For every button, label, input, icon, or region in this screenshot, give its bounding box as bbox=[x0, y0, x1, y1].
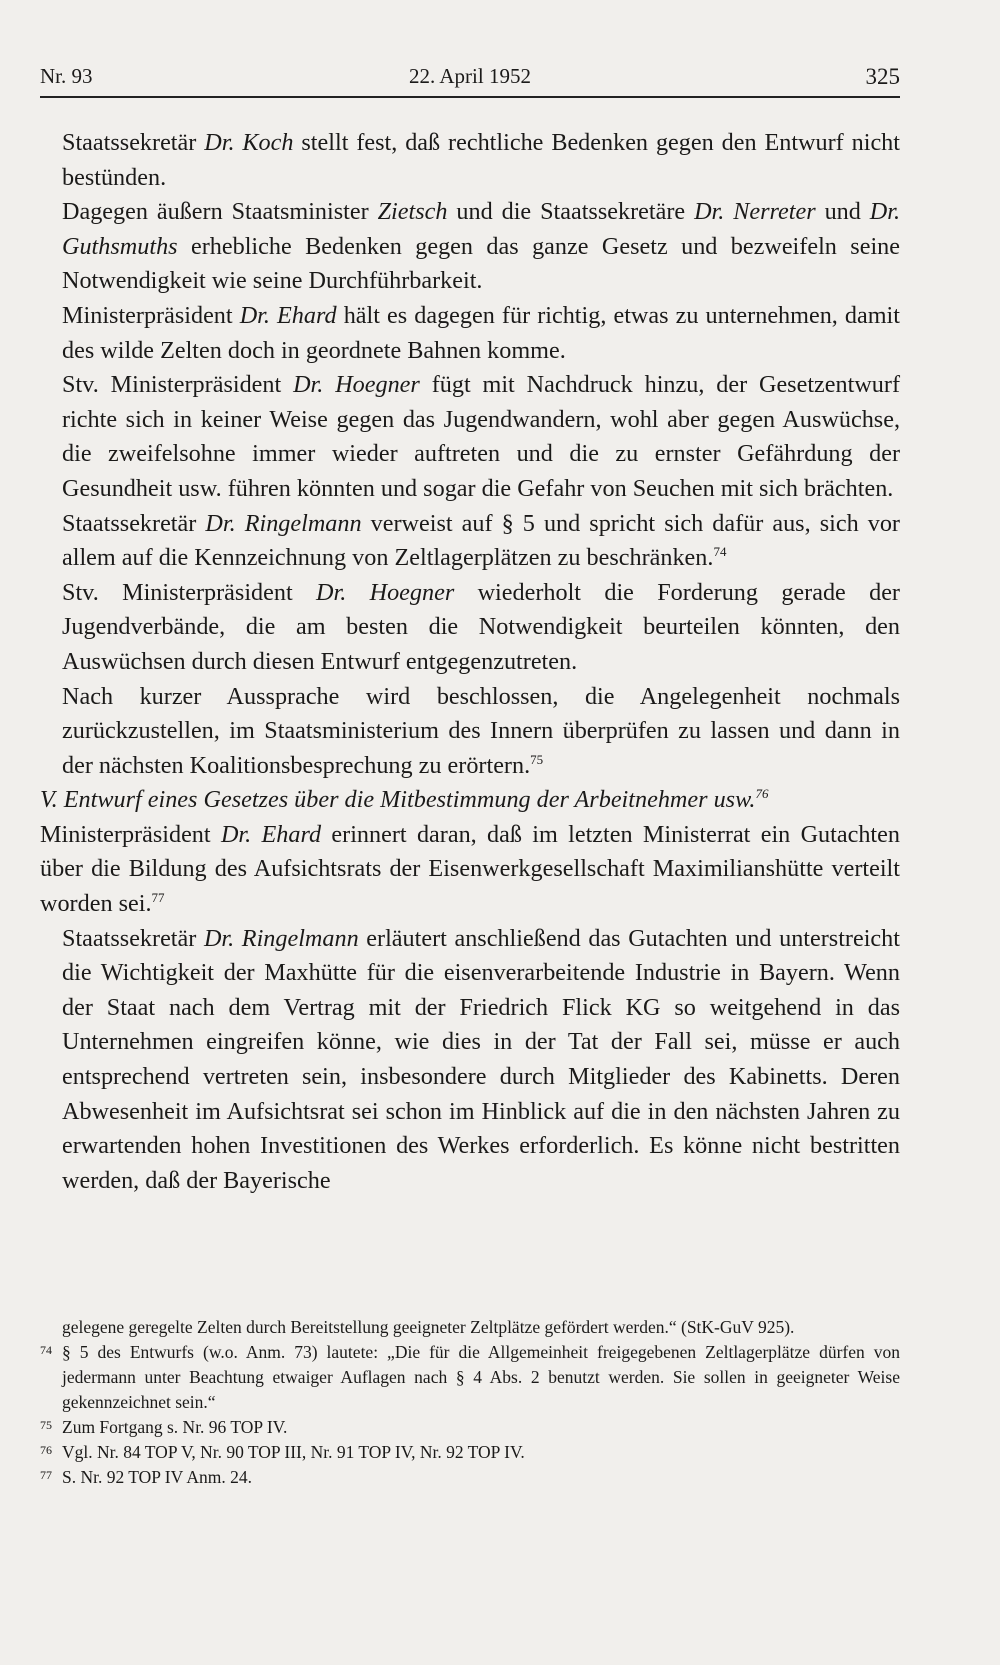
footnote-ref[interactable]: 75 bbox=[530, 751, 544, 767]
paragraph: Dagegen äußern Staatsminister Zietsch und die Staatssekretäre Dr. Nerreter und Dr. Guthsmuths erhebliche Bedenken gegen das ganze Gesetz und bezweifeln seine Notwendigkeit wie seine Durchführbarkeit. bbox=[62, 198, 901, 295]
paragraph: Nach kurzer Aussprache wird beschlossen, die Angelegenheit nochmals zurückzustellen, im Staatsministerium des Innern überprüfen zu lassen und dann in der nächsten Koalitionsbesprechung zu erörtern.$^{75}$ bbox=[62, 682, 900, 779]
document-number: Nr. 93 bbox=[40, 64, 93, 88]
page-number: 325 bbox=[865, 64, 900, 89]
footnote: 77 S. Nr. 92 TOP IV Anm. 24. bbox=[40, 1467, 252, 1487]
paragraph: Ministerpräsident Dr. Ehard hält es dagegen für richtig, etwas zu unternehmen, damit des wilde Zelten doch in geordnete Bahnen komme. bbox=[62, 301, 900, 364]
footnote-continuation: gelegene geregelte Zelten durch Bereitstellung geeigneter Zeltplätze gefördert werden.“ (StK-GuV 925). bbox=[62, 1317, 795, 1337]
footnotes bbox=[40, 1315, 900, 1490]
footnote-ref[interactable]: 76 bbox=[755, 786, 769, 802]
footnote-ref[interactable]: 77 bbox=[151, 890, 165, 905]
header-date: 22. April 1952 bbox=[409, 64, 531, 88]
paragraph: Ministerpräsident Dr. Ehard erinnert daran, daß im letzten Ministerrat ein Gutachten über die Bildung des Aufsichtsrats der Eisenwerkgesellschaft Maximilianshütte verteilt worden sei.$^{77}$ bbox=[40, 820, 900, 918]
section-heading: V. Entwurf eines Gesetzes über die Mitbestimmung der Arbeitnehmer usw.$^{76}$ bbox=[40, 786, 769, 814]
paragraph: Stv. Ministerpräsident Dr. Hoegner wiederholt die Forderung gerade der Jugendverbände, die am besten die Notwendigkeit beurteilen könnten, den Auswüchsen durch diesen Entwurf entgegenzutreten. bbox=[62, 578, 900, 675]
footnote: 76 Vgl. Nr. 84 TOP V, Nr. 90 TOP III, Nr. 91 TOP IV, Nr. 92 TOP IV. bbox=[40, 1442, 525, 1462]
paragraph: Staatssekretär Dr. Ringelmann verweist auf § 5 und spricht sich dafür aus, sich vor allem auf die Kennzeichnung von Zeltlagerplätzen zu beschränken.$^{74}$ bbox=[62, 509, 900, 572]
paragraph: Staatssekretär Dr. Koch stellt fest, daß rechtliche Bedenken gegen den Entwurf nicht bestünden. bbox=[62, 129, 900, 191]
footnote: 75 Zum Fortgang s. Nr. 96 TOP IV. bbox=[40, 1417, 288, 1437]
paragraph: Stv. Ministerpräsident Dr. Hoegner fügt mit Nachdruck hinzu, der Gesetzentwurf richte sich in keiner Weise gegen das Jugendwandern, wohl aber gegen Auswüchse, die zweifelsohne immer wieder auftreten und die zu ernster Gefährdung der Gesundheit usw. führen könnten und sogar die Gefahr von Seuchen mit sich brächten. bbox=[62, 371, 901, 502]
body-text bbox=[40, 126, 901, 1198]
paragraph: Staatssekretär Dr. Ringelmann erläutert anschließend das Gutachten und unterstreicht die Wichtigkeit der Maxhütte für die eisenverarbeitende Industrie in Bayern. Wenn der Staat nach dem Vertrag mit der Friedrich Flick KG so weitgehend in das Unternehmen eingreifen könne, wie dies in der Tat der Fall sei, müsse er auch entsprechend vertreten sein, insbesondere durch Mitglieder des Kabinetts. Deren Abwesenheit im Aufsichtsrat sei schon im Hinblick auf die in den nächsten Jahren zu erwartenden hohen Investitionen des Werkes erforderlich. Es könne nicht bestritten werden, daß der Bayerische bbox=[62, 924, 900, 1194]
running-header bbox=[40, 56, 900, 98]
footnote-ref[interactable]: 74 bbox=[713, 544, 727, 560]
footnote: 74 § 5 des Entwurfs (w.o. Anm. 73) lautete: „Die für die Allgemeinheit freigegebenen Zeltlagerplätze dürfen von jedermann unter Beachtung etwaiger Auflagen nach § 4 Abs. 2 benutzt werden. Sie sollen in geeigneter Weise gekennzeichnet sein.“ bbox=[40, 1342, 900, 1412]
